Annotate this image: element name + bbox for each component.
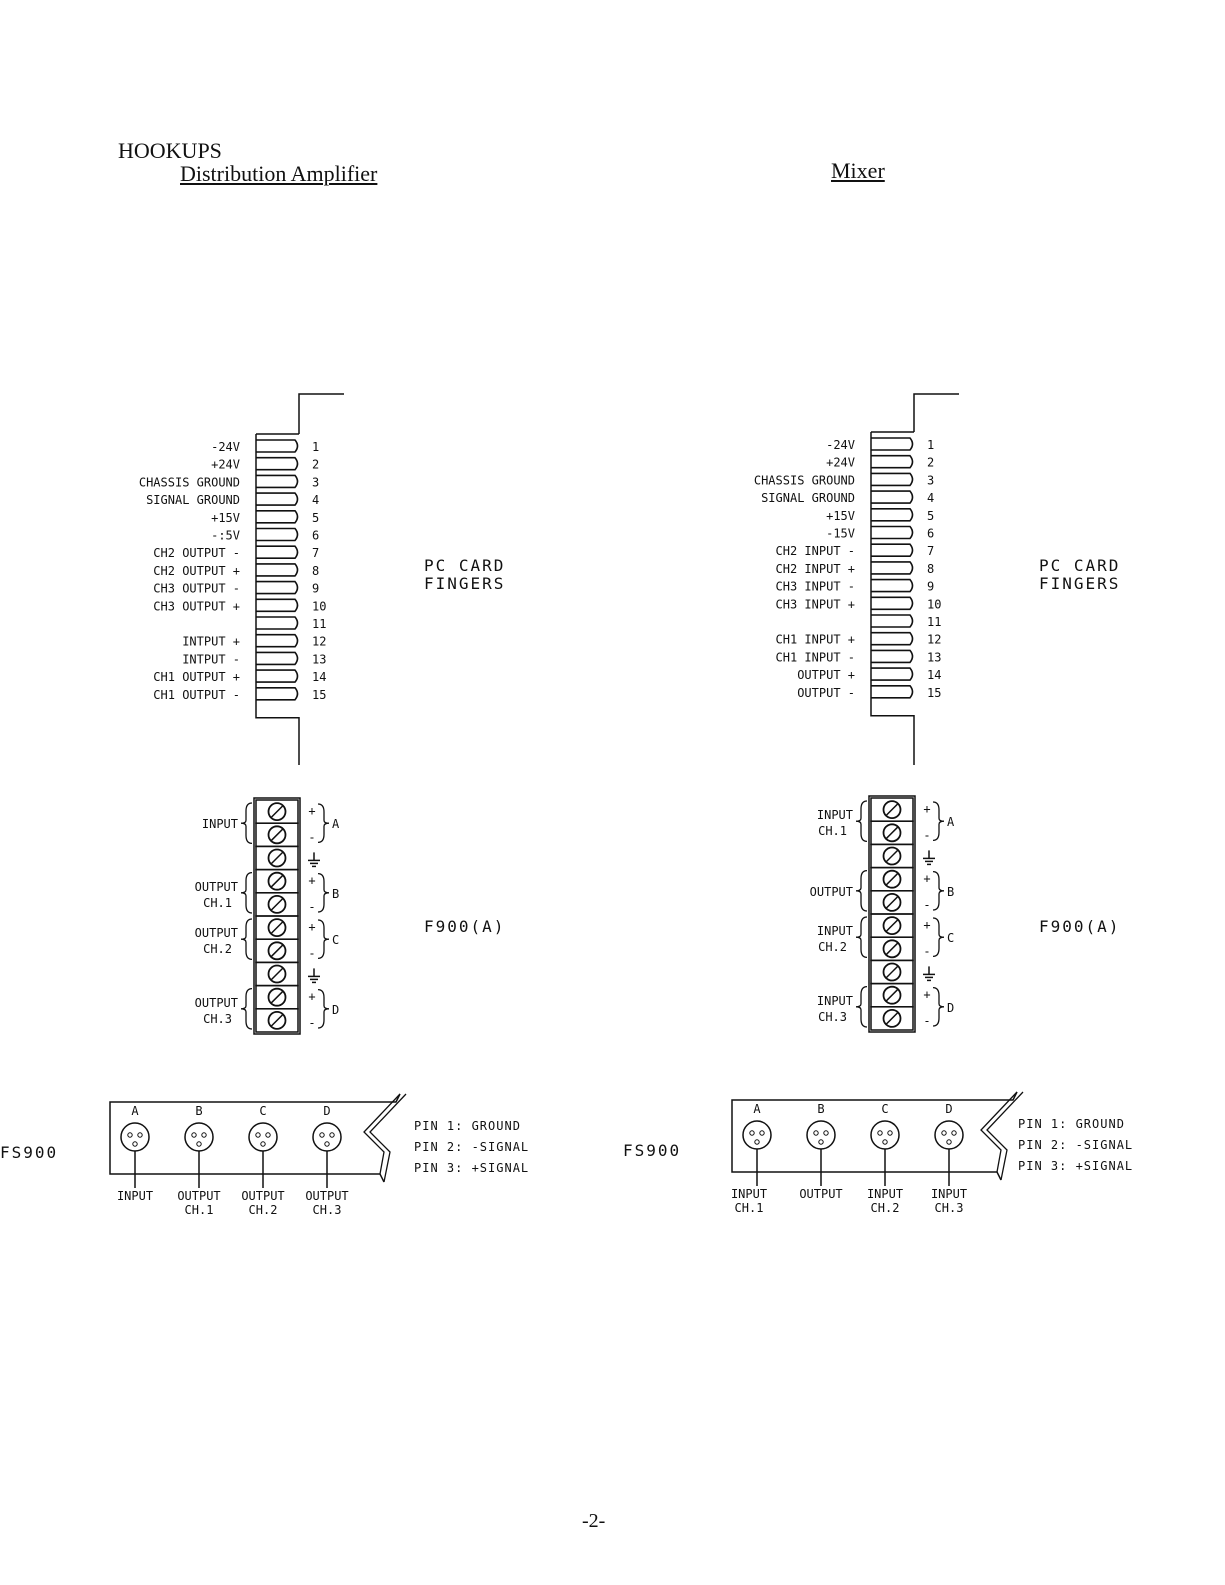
screw-slot — [886, 920, 898, 932]
pin-legend-line: PIN 2: -SIGNAL — [414, 1140, 530, 1154]
da-title: Distribution Amplifier — [180, 161, 378, 186]
screw-slot — [271, 806, 283, 818]
finger-label: CH3 INPUT - — [775, 579, 855, 594]
pin-legend-line: PIN 1: GROUND — [414, 1119, 521, 1133]
card-finger — [871, 615, 913, 627]
terminal-plus: + — [923, 987, 931, 1002]
terminal-left-brace — [241, 873, 252, 913]
card-finger — [256, 511, 298, 523]
finger-number: 8 — [927, 561, 935, 576]
card-finger — [871, 473, 913, 485]
card-title: PC CARD — [1039, 556, 1121, 575]
terminal-block — [195, 798, 340, 1034]
finger-label: CHASSIS GROUND — [753, 473, 855, 488]
finger-label: INTPUT - — [182, 652, 240, 667]
finger-label: INTPUT + — [182, 634, 240, 649]
finger-number: 11 — [312, 617, 327, 631]
card-finger — [256, 440, 298, 452]
page-heading: HOOKUPS — [118, 138, 222, 163]
pc-card — [754, 394, 959, 765]
terminal-group-sublabel: CH.3 — [818, 1009, 847, 1024]
card-finger — [871, 580, 913, 592]
connector-sublabel: CH.2 — [870, 1201, 900, 1215]
terminal-left-brace — [856, 801, 867, 841]
finger-label: CH2 OUTPUT - — [153, 546, 240, 561]
xlr-pin — [256, 1133, 260, 1137]
xlr-pin — [755, 1140, 759, 1144]
card-finger — [256, 688, 298, 700]
card-finger — [256, 599, 298, 611]
pin-legend-line: PIN 2: -SIGNAL — [1018, 1138, 1134, 1152]
connector-strip — [731, 1092, 1023, 1215]
screw-slot — [886, 989, 898, 1001]
card-finger — [256, 652, 298, 664]
xlr-connector — [743, 1121, 771, 1149]
xlr-pin — [202, 1133, 206, 1137]
connector-letter: C — [881, 1102, 889, 1116]
screw-slot — [271, 829, 283, 841]
finger-number: 2 — [312, 457, 320, 472]
finger-label: SIGNAL GROUND — [761, 491, 855, 506]
card-finger — [871, 491, 913, 503]
terminal-left-brace — [856, 871, 867, 911]
terminal-right-brace — [933, 872, 944, 910]
screw-slot — [271, 1014, 283, 1026]
card-finger — [871, 544, 913, 556]
terminal-group-label: OUTPUT — [194, 926, 238, 941]
panel-distribution-amplifier — [0, 394, 529, 1217]
terminal-right-brace — [933, 802, 944, 840]
finger-label: CH3 OUTPUT - — [153, 581, 240, 596]
card-finger — [871, 686, 913, 698]
terminal-left-brace — [241, 803, 252, 843]
card-finger — [256, 635, 298, 647]
screw-slot — [271, 922, 283, 934]
finger-number: 5 — [312, 510, 320, 525]
finger-number: 4 — [312, 493, 320, 508]
screw-slot — [271, 945, 283, 957]
finger-label: CH2 INPUT - — [775, 544, 855, 559]
finger-label: OUTPUT - — [797, 685, 855, 700]
finger-number: 1 — [312, 440, 320, 454]
xlr-pin — [133, 1142, 137, 1146]
terminal-right-brace — [933, 988, 944, 1026]
terminal-left-brace — [856, 917, 867, 957]
finger-number: 4 — [927, 491, 935, 506]
finger-label: +24V — [826, 455, 855, 470]
finger-number: 14 — [312, 670, 327, 685]
card-finger — [871, 509, 913, 521]
connector-label: OUTPUT — [177, 1189, 221, 1203]
connector-sublabel: CH.1 — [184, 1203, 214, 1217]
card-finger — [256, 617, 298, 629]
xlr-pin — [878, 1131, 882, 1135]
xlr-connector — [807, 1121, 835, 1149]
terminal-right-brace — [933, 918, 944, 956]
xlr-pin — [750, 1131, 754, 1135]
xlr-connector — [121, 1123, 149, 1151]
terminal-minus: - — [923, 944, 931, 959]
finger-number: 2 — [927, 455, 935, 470]
pin-legend-line: PIN 1: GROUND — [1018, 1117, 1125, 1131]
terminal-group-label: INPUT — [816, 924, 853, 939]
terminal-side-letter: A — [332, 817, 340, 832]
finger-number: 9 — [312, 581, 320, 596]
finger-label: CH1 OUTPUT - — [153, 687, 240, 702]
terminal-minus: - — [308, 830, 316, 845]
finger-number: 12 — [927, 632, 942, 647]
terminal-right-brace — [318, 804, 329, 842]
panel-mixer — [623, 394, 1133, 1215]
screw-slot — [886, 1012, 898, 1024]
xlr-pin — [330, 1133, 334, 1137]
finger-number: 12 — [312, 634, 327, 649]
connector-strip-outline — [110, 1094, 400, 1182]
screw-slot — [886, 943, 898, 955]
terminal-plus: + — [308, 873, 316, 888]
card-finger — [256, 546, 298, 558]
finger-number: 6 — [927, 526, 935, 541]
terminal-group-sublabel: CH.2 — [203, 942, 232, 957]
xlr-pin — [266, 1133, 270, 1137]
connector-label: INPUT — [866, 1187, 904, 1201]
screw-slot — [886, 804, 898, 816]
terminal-group-label: OUTPUT — [809, 884, 853, 899]
connector-strip-outline — [732, 1092, 1017, 1180]
connector-sublabel: CH.1 — [734, 1201, 764, 1215]
card-finger — [871, 527, 913, 539]
terminal-group-sublabel: CH.1 — [818, 824, 847, 839]
connector-strip-label: FS900 — [623, 1141, 682, 1160]
page-number: -2- — [582, 1510, 606, 1532]
terminal-plus: + — [308, 920, 316, 934]
card-finger — [256, 564, 298, 576]
screw-slot — [886, 966, 898, 978]
terminal-group-sublabel: CH.2 — [818, 940, 847, 955]
xlr-pin — [261, 1142, 265, 1146]
terminal-group-label: OUTPUT — [194, 995, 238, 1010]
terminal-side-letter: B — [947, 884, 955, 899]
xlr-pin — [942, 1131, 946, 1135]
connector-label: OUTPUT — [799, 1187, 843, 1201]
terminal-side-letter: B — [332, 886, 340, 901]
terminal-left-brace — [241, 989, 252, 1029]
screw-slot — [271, 852, 283, 864]
finger-number: 8 — [312, 563, 320, 578]
finger-label: +15V — [211, 510, 240, 525]
connector-label: INPUT — [930, 1187, 968, 1201]
terminal-side-letter: C — [332, 933, 340, 948]
terminal-minus: - — [308, 1016, 316, 1030]
connector-letter: B — [817, 1102, 825, 1116]
finger-number: 14 — [927, 668, 942, 683]
card-edge-top — [299, 394, 344, 434]
xlr-connector — [935, 1121, 963, 1149]
terminal-group-label: INPUT — [201, 817, 238, 832]
terminal-minus: - — [923, 1014, 931, 1028]
card-finger — [256, 458, 298, 470]
terminal-minus: - — [923, 828, 931, 843]
finger-number: 11 — [927, 615, 942, 629]
finger-label: SIGNAL GROUND — [146, 493, 240, 508]
finger-number: 13 — [927, 650, 942, 665]
terminal-side-letter: D — [332, 1002, 340, 1017]
card-finger — [256, 493, 298, 505]
card-finger — [871, 668, 913, 680]
xlr-pin — [128, 1133, 132, 1137]
screw-slot — [271, 898, 283, 910]
mixer-title: Mixer — [831, 158, 885, 183]
finger-number: 10 — [312, 599, 327, 614]
card-finger — [871, 597, 913, 609]
finger-label: CH1 INPUT - — [775, 650, 855, 665]
finger-number: 1 — [927, 438, 935, 452]
terminal-minus: - — [308, 946, 316, 961]
terminal-block — [810, 796, 955, 1032]
finger-label: CH2 INPUT + — [775, 561, 855, 576]
xlr-pin — [320, 1133, 324, 1137]
xlr-pin — [325, 1142, 329, 1146]
pc-card — [139, 394, 344, 765]
xlr-pin — [883, 1140, 887, 1144]
terminal-group-label: INPUT — [816, 808, 853, 823]
card-finger — [871, 456, 913, 468]
finger-number: 15 — [927, 685, 942, 700]
connector-letter: C — [259, 1104, 267, 1118]
finger-number: 3 — [927, 473, 935, 488]
finger-label: +15V — [826, 508, 855, 523]
card-subtitle: FINGERS — [1039, 574, 1121, 593]
connector-sublabel: CH.2 — [248, 1203, 278, 1217]
terminal-block-label: F900(A) — [1039, 917, 1121, 936]
xlr-pin — [888, 1131, 892, 1135]
finger-label: -15V — [826, 526, 855, 541]
finger-number: 10 — [927, 597, 942, 612]
finger-label: -24V — [211, 440, 240, 454]
xlr-pin — [192, 1133, 196, 1137]
terminal-group-sublabel: CH.1 — [203, 895, 232, 910]
screw-slot — [271, 875, 283, 887]
terminal-group-label: INPUT — [816, 993, 853, 1008]
terminal-minus: - — [308, 900, 316, 914]
connector-label: OUTPUT — [241, 1189, 285, 1203]
card-subtitle: FINGERS — [424, 574, 506, 593]
finger-label: CH2 OUTPUT + — [153, 563, 240, 578]
xlr-connector — [871, 1121, 899, 1149]
xlr-pin — [814, 1131, 818, 1135]
connector-strip-label: FS900 — [0, 1143, 59, 1162]
screw-slot — [886, 896, 898, 908]
screw-slot — [886, 873, 898, 885]
finger-label: CHASSIS GROUND — [138, 475, 240, 490]
terminal-minus: - — [923, 898, 931, 912]
screw-slot — [271, 968, 283, 980]
pin-legend-line: PIN 3: +SIGNAL — [1018, 1159, 1134, 1173]
card-finger — [871, 562, 913, 574]
finger-label: +24V — [211, 457, 240, 472]
card-finger — [256, 529, 298, 541]
card-finger — [256, 670, 298, 682]
finger-number: 7 — [927, 544, 935, 559]
finger-label: CH1 OUTPUT + — [153, 670, 240, 685]
terminal-plus: + — [308, 989, 316, 1004]
terminal-group-label: OUTPUT — [194, 879, 238, 894]
card-finger — [256, 582, 298, 594]
finger-number: 7 — [312, 546, 320, 561]
xlr-connector — [313, 1123, 341, 1151]
finger-number: 13 — [312, 652, 327, 667]
terminal-right-brace — [318, 874, 329, 912]
terminal-side-letter: A — [947, 815, 955, 830]
terminal-side-letter: D — [947, 1000, 955, 1015]
xlr-pin — [197, 1142, 201, 1146]
card-finger — [871, 633, 913, 645]
terminal-plus: + — [308, 804, 316, 818]
finger-number: 15 — [312, 687, 327, 702]
terminal-left-brace — [856, 987, 867, 1027]
finger-label: CH1 INPUT + — [775, 632, 855, 647]
xlr-connector — [249, 1123, 277, 1151]
terminal-side-letter: C — [947, 931, 955, 946]
screw-slot — [271, 991, 283, 1003]
card-title: PC CARD — [424, 556, 506, 575]
card-finger — [871, 650, 913, 662]
connector-letter: B — [195, 1104, 203, 1118]
connector-strip — [110, 1094, 406, 1217]
xlr-pin — [760, 1131, 764, 1135]
screw-slot — [886, 850, 898, 862]
pin-legend-line: PIN 3: +SIGNAL — [414, 1161, 530, 1175]
connector-letter: D — [323, 1104, 331, 1118]
finger-label: -:5V — [211, 528, 240, 543]
terminal-plus: + — [923, 871, 931, 886]
finger-number: 5 — [927, 508, 935, 523]
xlr-pin — [819, 1140, 823, 1144]
connector-sublabel: CH.3 — [934, 1201, 964, 1215]
connector-letter: A — [131, 1104, 139, 1118]
xlr-pin — [824, 1131, 828, 1135]
card-finger — [256, 475, 298, 487]
terminal-plus: + — [923, 918, 931, 932]
finger-label: OUTPUT + — [797, 668, 855, 683]
connector-letter: A — [753, 1102, 761, 1116]
terminal-right-brace — [318, 920, 329, 958]
screw-slot — [886, 827, 898, 839]
connector-sublabel: CH.3 — [312, 1203, 342, 1217]
finger-label: -24V — [826, 438, 855, 452]
connector-label: INPUT — [116, 1189, 154, 1203]
finger-number: 9 — [927, 579, 935, 594]
card-finger — [871, 438, 913, 450]
card-edge-bottom — [871, 432, 914, 765]
finger-number: 6 — [312, 528, 320, 543]
xlr-pin — [952, 1131, 956, 1135]
finger-label: CH3 INPUT + — [775, 597, 855, 612]
terminal-left-brace — [241, 919, 252, 959]
finger-label: CH3 OUTPUT + — [153, 599, 240, 614]
terminal-group-sublabel: CH.3 — [203, 1011, 232, 1026]
finger-number: 3 — [312, 475, 320, 490]
connector-label: OUTPUT — [305, 1189, 349, 1203]
xlr-pin — [138, 1133, 142, 1137]
terminal-plus: + — [923, 802, 931, 816]
card-edge-top — [914, 394, 959, 432]
xlr-connector — [185, 1123, 213, 1151]
terminal-right-brace — [318, 990, 329, 1028]
xlr-pin — [947, 1140, 951, 1144]
terminal-block-label: F900(A) — [424, 917, 506, 936]
connector-letter: D — [945, 1102, 953, 1116]
connector-label: INPUT — [730, 1187, 768, 1201]
